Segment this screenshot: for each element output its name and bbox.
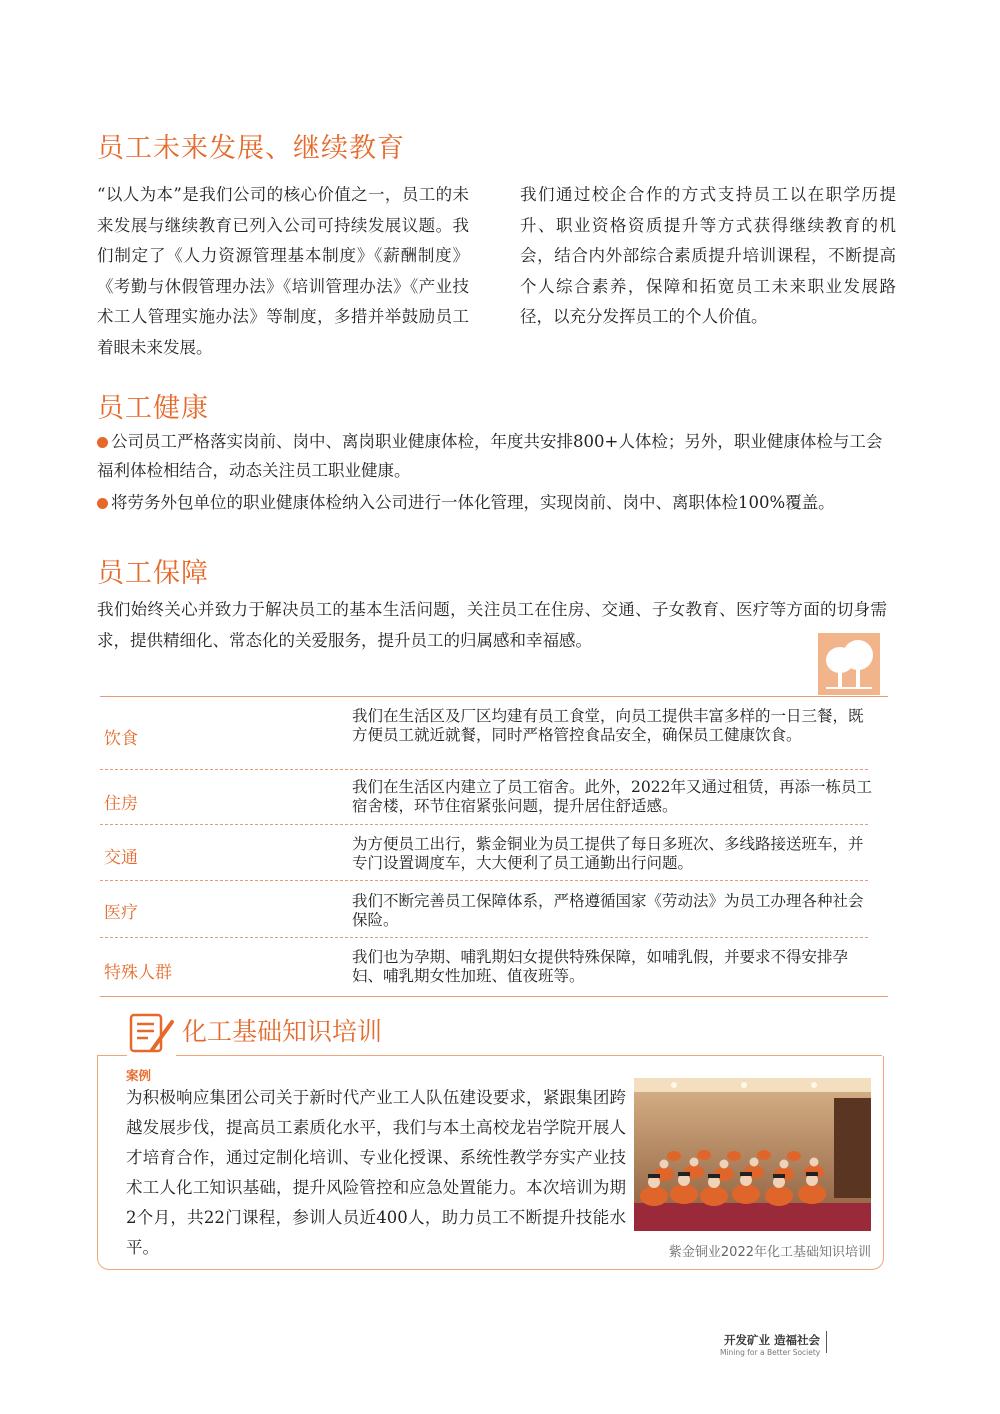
photo-caption: 紫金铜业2022年化工基础知识培训: [668, 1245, 871, 1260]
row-divider: [100, 769, 868, 770]
row-text-housing: 我们在生活区内建立了员工宿舍。此外，2022年又通过租赁，再添一栋员工宿舍楼，环节住宿紧张问题，提升居住舒适感。: [352, 778, 872, 815]
footer-slogan-cn: 开发矿业 造福社会: [723, 1333, 820, 1347]
table-bottom-border: [100, 996, 888, 997]
security-intro: 我们始终关心并致力于解决员工的基本生活问题，关注员工在住房、交通、子女教育、医疗等方面的切身需求，提供精细化、常态化的关爱服务，提升员工的归属感和幸福感。: [97, 600, 887, 650]
row-label-housing: 住房: [104, 794, 138, 814]
case-tag: 案例: [126, 1068, 152, 1083]
health-bullet-2: 将劳务外包单位的职业健康体检纳入公司进行一体化管理，实现岗前、岗中、离职体检100%覆盖。: [97, 488, 897, 517]
row-label-food: 饮食: [104, 729, 138, 749]
footer-slogan: [720, 1332, 820, 1357]
row-text-special-groups: 我们也为孕期、哺乳期妇女提供特殊保障，如哺乳假，并要求不得安排孕妇、哺乳期女性加班、值夜班等。: [352, 948, 849, 985]
footer-divider: [826, 1331, 827, 1353]
section-title-security: 员工保障: [97, 558, 209, 589]
development-left-paragraph: “以人为本”是我们公司的核心价值之一，员工的未来发展与继续教育已列入公司可持续发展议题。我们制定了《人力资源管理基本制度》《薪酬制度》《考勤与休假管理办法》《培训管理办法》《产业技术工人管理实施办法》等制度，多措并举鼓励员工着眼未来发展。: [97, 185, 469, 357]
tree-icon: [818, 633, 880, 695]
training-photo: [634, 1078, 871, 1231]
row-text-transport: 为方便员工出行，紫金铜业为员工提供了每日多班次、多线路接送班车，并专门设置调度车，大大便利了员工通勤出行问题。: [352, 835, 864, 872]
table-top-border: [100, 696, 888, 697]
row-label-special-groups: 特殊人群: [104, 963, 172, 983]
health-bullet-1: 公司员工严格落实岗前、岗中、离岗职业健康体检，年度共安排800+人体检；另外，职业健康体检与工会福利体检相结合，动态关注员工职业健康。: [97, 432, 883, 480]
bullet-dot-icon: [97, 498, 108, 509]
row-text-food: 我们在生活区及厂区均建有员工食堂，向员工提供丰富多样的一日三餐，既方便员工就近就餐，同时严格管控食品安全，确保员工健康饮食。: [352, 707, 864, 744]
notepad-pen-icon: [128, 1010, 176, 1056]
row-label-medical: 医疗: [104, 903, 138, 923]
row-divider: [100, 937, 868, 938]
bullet-dot-icon: [97, 437, 108, 448]
row-text-medical: 我们不断完善员工保障体系，严格遵循国家《劳动法》为员工办理各种社会保险。: [352, 892, 864, 929]
development-right-paragraph: 我们通过校企合作的方式支持员工以在职学历提升、职业资格资质提升等方式获得继续教育的机会，结合内外部综合素质提升培训课程，不断提高个人综合素养，保障和拓宽员工未来职业发展路径，以充分发挥员工的个人价值。: [520, 185, 896, 326]
row-label-transport: 交通: [104, 848, 138, 868]
case-text: 为积极响应集团公司关于新时代产业工人队伍建设要求，紧跟集团跨越发展步伐，提高员工素质化水平，我们与本土高校龙岩学院开展人才培育合作，通过定制化培训、专业化授课、系统性教学夯实产业技术工人化工知识基础，提升风险管控和应急处置能力。本次培训为期2个月，共22门课程，参训人员近400人，助力员工不断提升技能水平。: [126, 1088, 626, 1257]
row-divider: [100, 880, 868, 881]
row-divider: [100, 824, 868, 825]
case-title: 化工基础知识培训: [182, 1017, 383, 1046]
footer-slogan-en: Mining for a Better Society: [720, 1348, 821, 1357]
section-title-health: 员工健康: [97, 393, 209, 424]
section-title-development: 员工未来发展、继续教育: [97, 133, 405, 164]
